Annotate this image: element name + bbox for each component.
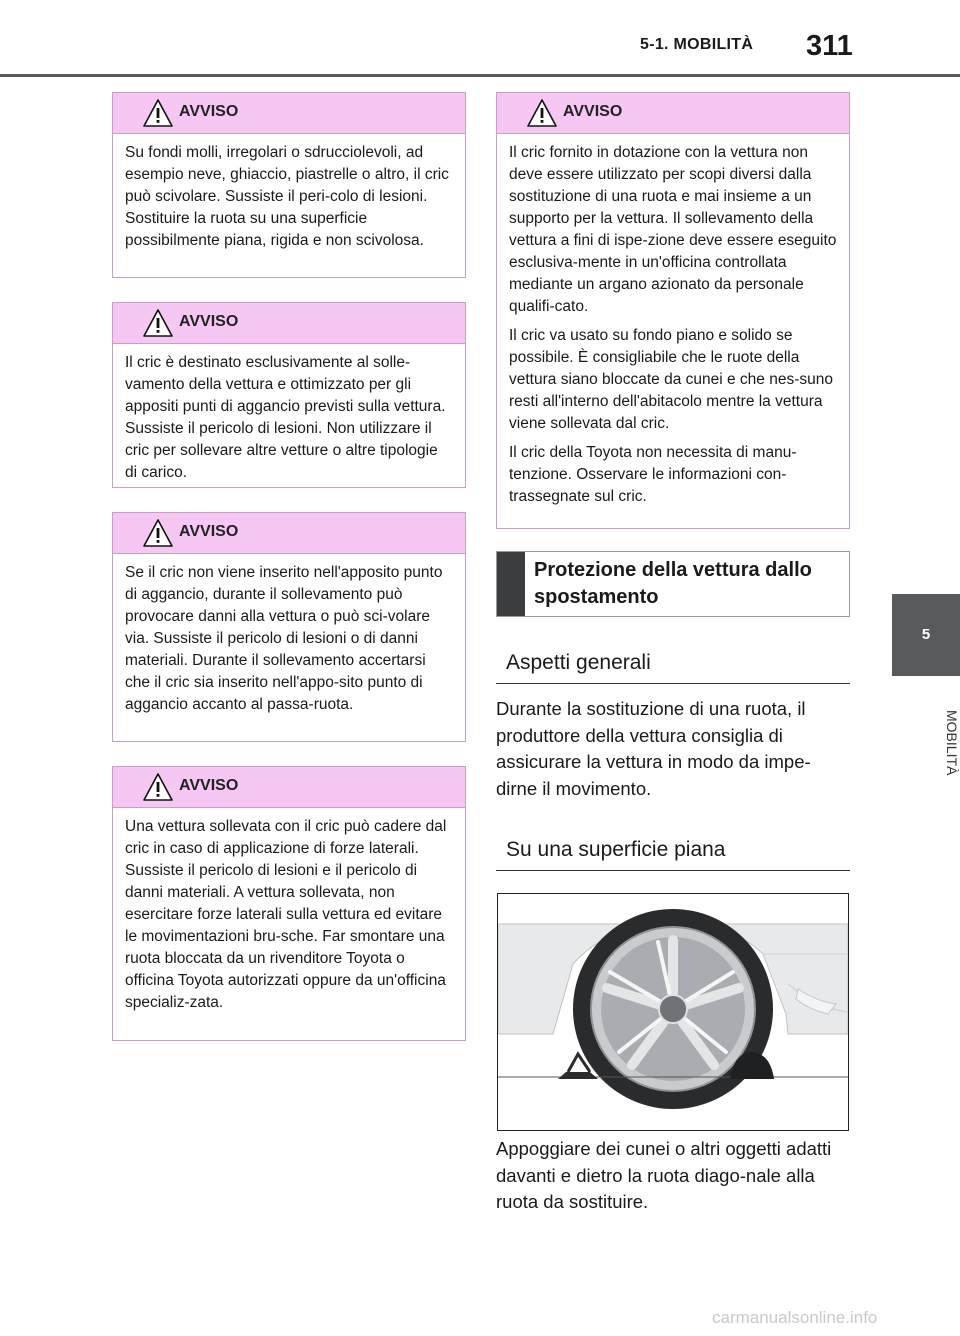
warning-header [113, 303, 465, 344]
warning-paragraph: Il cric della Toyota non necessita di manu-tenzione. Osservare le informazioni con-trassegnate sul cric. [509, 444, 797, 505]
warning-triangle-icon [143, 99, 173, 127]
warning-text [113, 344, 465, 494]
header-rule [0, 74, 960, 77]
paragraph-general: Durante la sostituzione di una ruota, il produttore della vettura consiglia di assicurare la vettura in modo da impe-dirne il movimento. [496, 698, 811, 799]
chapter-tab-label-text: MOBILITÀ [944, 710, 960, 776]
paragraph-flat-surface: Appoggiare dei cunei o altri oggetti adatti davanti e dietro la ruota diago-nale alla ruota da sostituire. [496, 1138, 832, 1212]
warning-title: AVVISO [179, 777, 239, 794]
warning-title: AVVISO [179, 523, 239, 540]
warning-paragraph: Il cric va usato su fondo piano e solido se possibile. È consigliabile che le ruote della vettura siano bloccate da cunei e che nes-suno resti all'interno dell'abitacolo mentre la vettura viene sollevata dal cric. [509, 327, 833, 432]
chapter-tab-number: 5 [892, 594, 960, 676]
watermark: carmanualsonline.info [712, 1308, 878, 1327]
warning-paragraph: Il cric fornito in dotazione con la vettura non deve essere utilizzato per scopi diversi dalla sostituzione di una ruota e mai insieme a un supporto per la vettura. Il sollevamento della vettura a fini di ispe-zione deve essere eseguito esclusiva-mente in un'officina controllata mediante un argano azionato da personale qualifi-cato. [509, 144, 837, 315]
warning-box-1 [112, 92, 466, 278]
warning-box-2 [112, 302, 466, 488]
wheel-chock-illustration [497, 893, 849, 1131]
chapter-tab-label [892, 688, 960, 798]
warning-header [113, 93, 465, 134]
warning-box-5 [496, 92, 850, 529]
warning-text [113, 554, 465, 726]
warning-title: AVVISO [179, 313, 239, 330]
warning-title: AVVISO [563, 103, 623, 120]
subheading-flat-surface: Su una superficie piana [496, 838, 850, 871]
subheading-general: Aspetti generali [496, 651, 850, 684]
warning-header [113, 767, 465, 808]
warning-triangle-icon [143, 519, 173, 547]
warning-text [497, 134, 849, 518]
section-heading [496, 551, 850, 617]
warning-text [113, 134, 465, 262]
warning-paragraph: Una vettura sollevata con il cric può cadere dal cric in caso di applicazione di forze laterali. Sussiste il pericolo di lesioni e il pericolo di danni materiali. A vettura sollevata, non esercitare forze laterali sulla vettura ed evitare le movimentazioni bru-sche. Far smontare una ruota bloccata da un rivenditore Toyota o officina Toyota autorizzati oppure da un'officina specializ-zata. [125, 818, 447, 1011]
section-heading-bar [497, 552, 525, 616]
warning-triangle-icon [143, 773, 173, 801]
warning-triangle-icon [143, 309, 173, 337]
section-heading-title: Protezione della vettura dallo spostamento [534, 559, 812, 608]
warning-text [113, 808, 465, 1024]
warning-box-4 [112, 766, 466, 1041]
warning-title: AVVISO [179, 103, 239, 120]
warning-header [113, 513, 465, 554]
warning-paragraph: Se il cric non viene inserito nell'apposito punto di aggancio, durante il sollevamento può provocare danni alla vettura o può sci-volare via. Sussiste il pericolo di lesioni o di danni materiali. Durante il sollevamento accertarsi che il cric sia inserito nell'appo-sito punto di aggancio accanto al passa-ruota. [125, 564, 443, 713]
wheel-jack-drawing [498, 894, 848, 1130]
warning-header [497, 93, 849, 134]
warning-box-3 [112, 512, 466, 742]
header-section-title: 5-1. MOBILITÀ [640, 36, 754, 53]
warning-triangle-icon [527, 99, 557, 127]
page-number: 311 [806, 30, 853, 62]
warning-paragraph: Su fondi molli, irregolari o sdrucciolevoli, ad esempio neve, ghiaccio, piastrelle o altro, il cric può scivolare. Sussiste il peri-colo di lesioni. Sostituire la ruota su una superficie possibilmente piana, rigida e non scivolosa. [125, 144, 449, 249]
warning-paragraph: Il cric è destinato esclusivamente al solle-vamento della vettura e ottimizzato per gli appositi punti di aggancio previsti sulla vettura. Sussiste il pericolo di lesioni. Non utilizzare il cric per sollevare altre vetture o altre tipologie di carico. [125, 354, 446, 481]
